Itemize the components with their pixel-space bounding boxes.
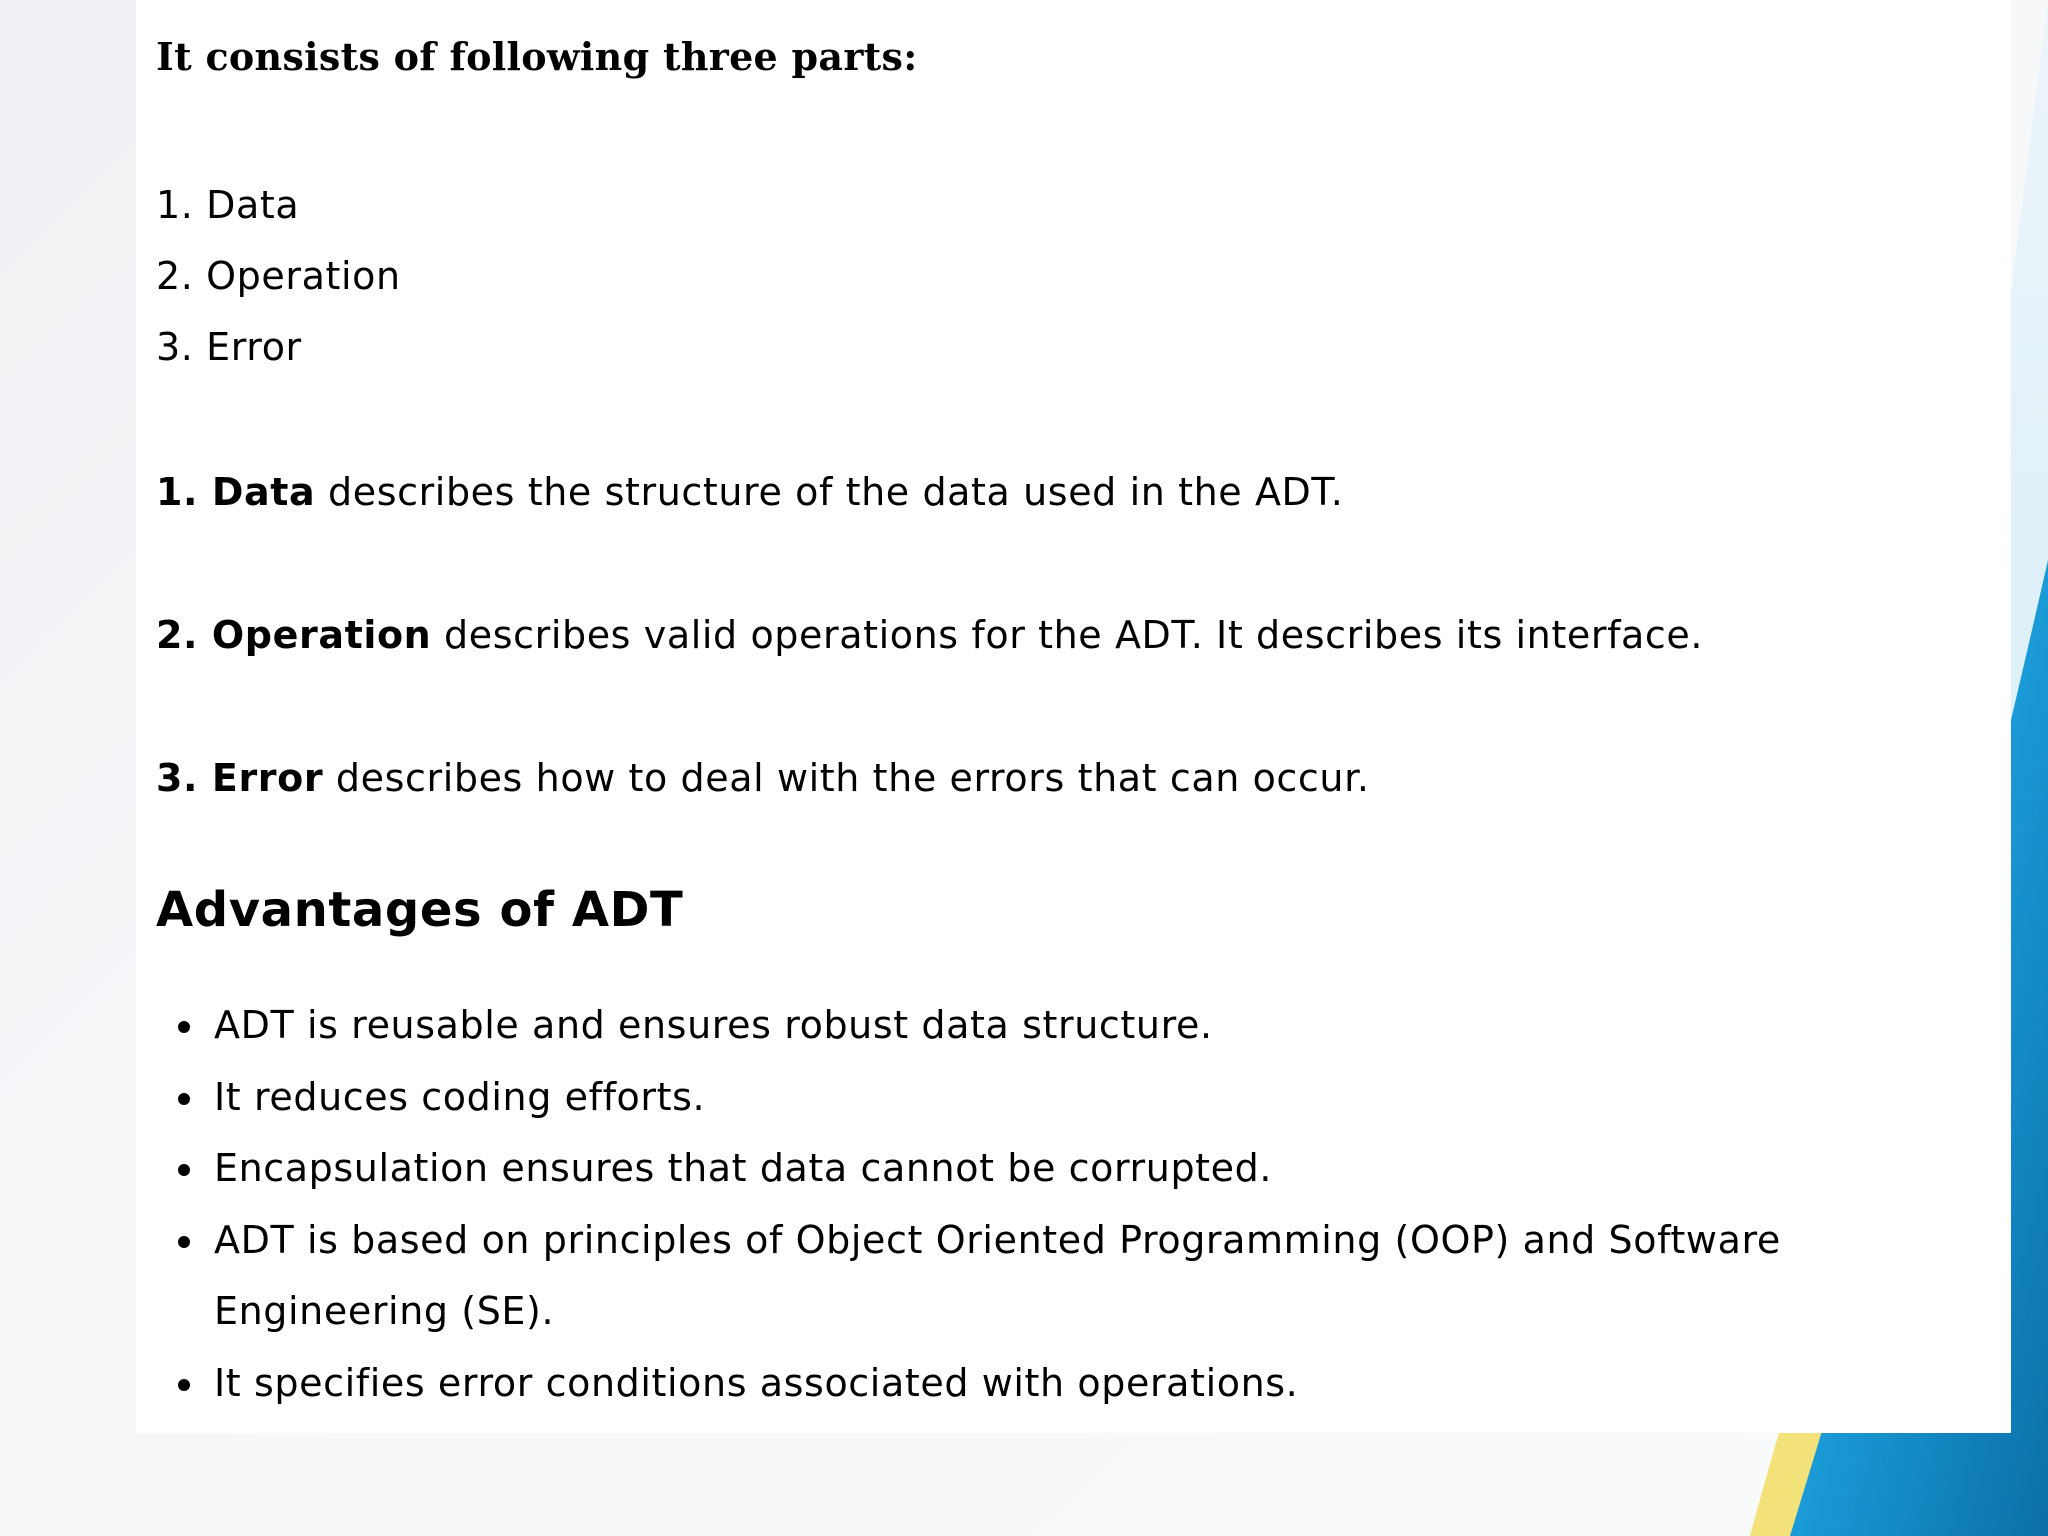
operation-description xyxy=(156,610,1703,660)
content-panel xyxy=(136,0,2011,1433)
list-item xyxy=(156,990,1974,1062)
description-text: describes valid operations for the ADT. It describes its interface. xyxy=(431,613,1704,657)
parts-list xyxy=(156,180,401,393)
description-text: describes the structure of the data used in the ADT. xyxy=(315,470,1344,514)
list-item-text: ADT is based on principles of Object Oriented Programming (OOP) and Software Engineering (SE). xyxy=(214,1217,1781,1333)
bullet-icon xyxy=(178,1021,190,1033)
list-item: 1. Data xyxy=(156,183,300,227)
list-item-text: It specifies error conditions associated with operations. xyxy=(214,1360,1299,1405)
list-item: 3. Error xyxy=(156,325,302,369)
intro-text: It consists of following three parts: xyxy=(156,34,918,79)
bullet-icon xyxy=(178,1093,190,1105)
error-description xyxy=(156,753,1370,803)
description-term: 2. Operation xyxy=(156,613,432,657)
list-item-text: Encapsulation ensures that data cannot be corrupted. xyxy=(214,1146,1273,1190)
advantages-heading: Advantages of ADT xyxy=(156,882,684,938)
advantages-list xyxy=(156,990,1976,1419)
description-term: 1. Data xyxy=(156,470,316,514)
list-item xyxy=(156,1348,1974,1420)
list-item xyxy=(156,1062,1974,1134)
bullet-icon xyxy=(178,1379,190,1391)
list-item-text: It reduces coding efforts. xyxy=(214,1074,706,1119)
bullet-icon xyxy=(178,1236,190,1248)
list-item-text: ADT is reusable and ensures robust data structure. xyxy=(214,1003,1213,1047)
description-text: describes how to deal with the errors that can occur. xyxy=(323,756,1370,800)
list-item: 2. Operation xyxy=(156,254,401,298)
list-item xyxy=(156,1133,1974,1205)
bullet-icon xyxy=(178,1164,190,1176)
data-description xyxy=(156,467,1343,517)
list-item xyxy=(156,1205,1974,1348)
description-term: 3. Error xyxy=(156,756,324,800)
